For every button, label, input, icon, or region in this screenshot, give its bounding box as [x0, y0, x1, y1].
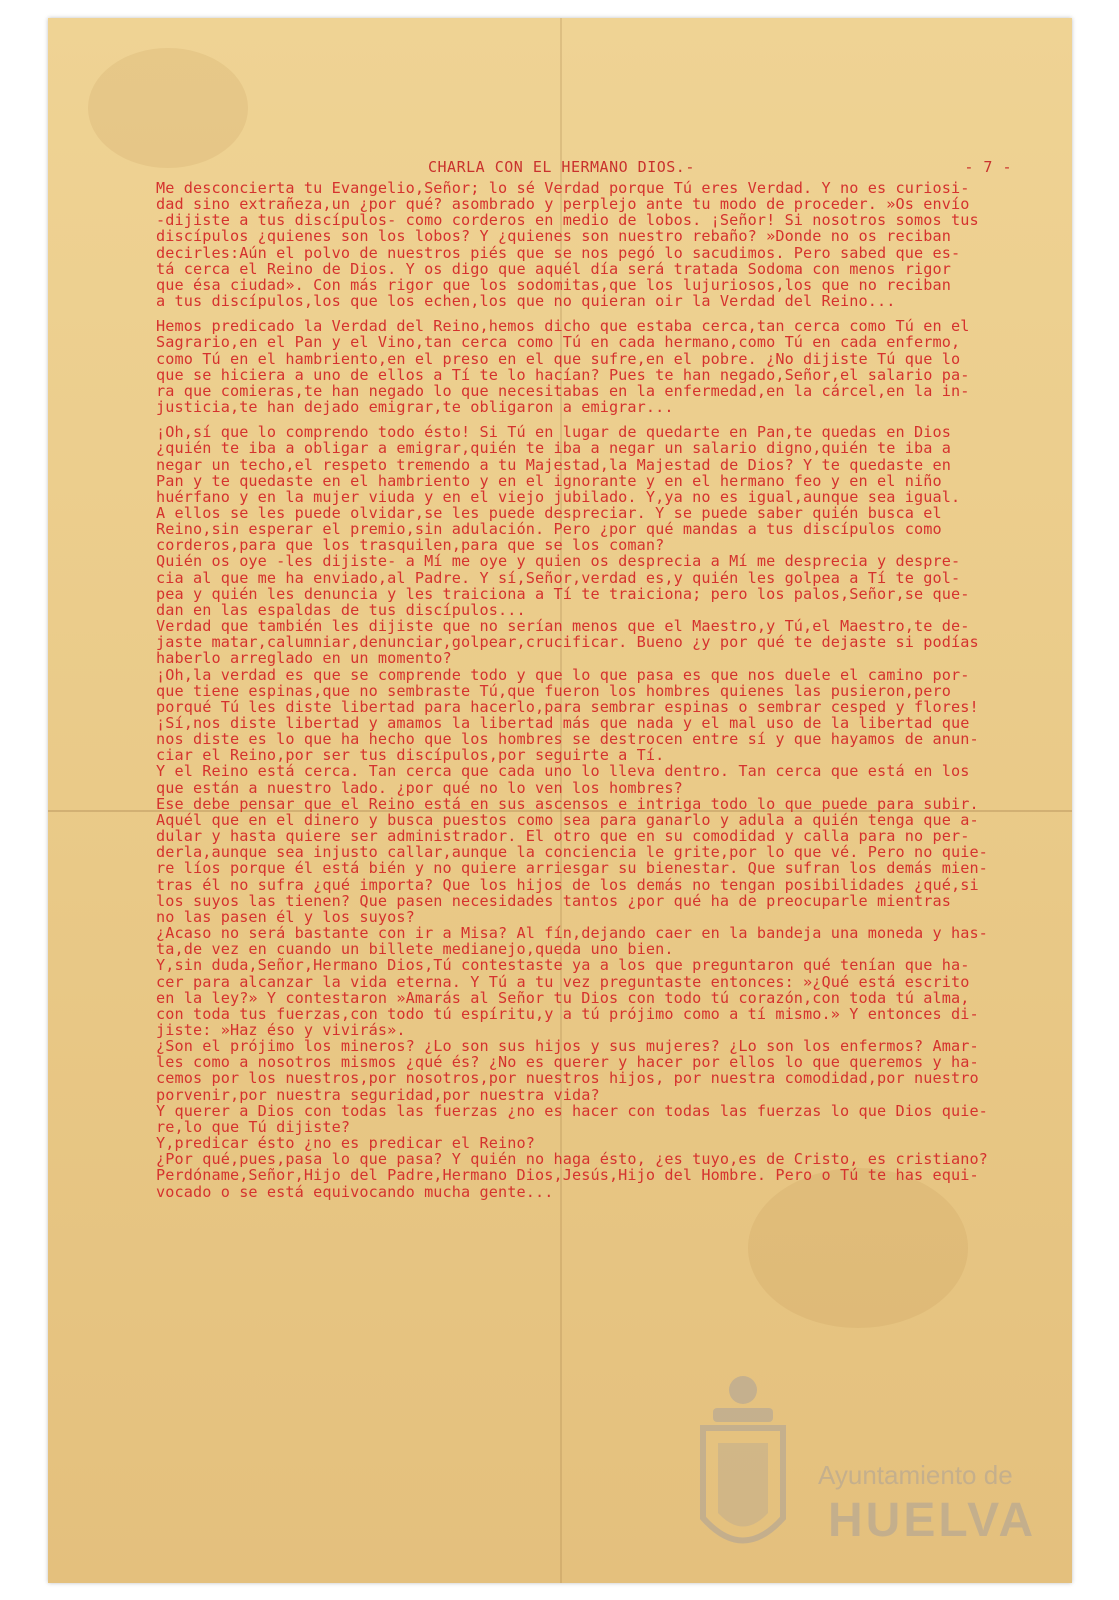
- text-line: que se hiciera a uno de ellos a Tí te lo hacían? Pues te han negado,Señor,el salario pa-: [156, 365, 970, 384]
- text-line: los suyos las tienen? Que pasen necesidades tantos ¿por qué ha de preocuparle mientras: [156, 891, 951, 910]
- text-line: tras él no sufra ¿qué importa? Que los hijos de los demás no tengan posibilidades ¿qué,si: [156, 875, 979, 894]
- text-line: jiste: »Haz éso y vivirás».: [156, 1020, 406, 1039]
- text-line: justicia,te han dejado emigrar,te obligaron a emigrar...: [156, 398, 674, 417]
- text-line: Verdad que también les dijiste que no serían menos que el Maestro,y Tú,el Maestro,te de-: [156, 617, 970, 636]
- watermark-org: Ayuntamiento de: [818, 1460, 1013, 1490]
- document-title: CHARLA CON EL HERMANO DIOS.-: [428, 158, 695, 176]
- text-line: Perdóname,Señor,Hijo del Padre,Hermano Dios,Jesús,Hijo del Hombre. Pero o Tú te has equi-: [156, 1166, 979, 1185]
- text-line: dular y hasta quiere ser administrador. El otro que en su comodidad y calla para no per-: [156, 827, 970, 846]
- document-body: [156, 180, 1046, 1209]
- page-number: - 7 -: [964, 158, 1012, 176]
- text-line: Sagrario,en el Pan y el Vino,tan cerca como Tú en cada hermano,como Tú en cada enfermo,: [156, 333, 961, 352]
- text-line: discípulos ¿quienes son los lobos? Y ¿quienes son nuestro rebaño? »Donde no os reciban: [156, 227, 951, 246]
- text-line: Y querer a Dios con todas las fuerzas ¿no es hacer con todas las fuerzas lo que Dios quie-: [156, 1101, 988, 1120]
- text-line: pea y quién les denuncia y les traiciona a Tí te traiciona; pero los palos,Señor,se que-: [156, 584, 970, 603]
- paper-stain: [88, 48, 248, 168]
- text-line: Ese debe pensar que el Reino está en sus ascensos e intriga todo lo que puede para subir.: [156, 794, 979, 813]
- text-line: corderos,para que los trasquilen,para que se los coman?: [156, 536, 665, 555]
- text-line: cer para alcanzar la vida eterna. Y Tú a tu vez preguntaste entonces: »¿Qué está escrito: [156, 972, 970, 991]
- text-line: tá cerca el Reino de Dios. Y os digo que aquél día será tratada Sodoma con menos rigor: [156, 259, 951, 278]
- text-line: Me desconcierta tu Evangelio,Señor; lo sé Verdad porque Tú eres Verdad. Y no es curiosi-: [156, 179, 970, 197]
- text-line: que ésa ciudad». Con más rigor que los sodomitas,que los lujuriosos,los que no reciban: [156, 275, 951, 294]
- text-line: jaste matar,calumniar,denunciar,golpear,crucificar. Bueno ¿y por qué te dejaste si podías: [156, 633, 979, 652]
- text-line: ¡Sí,nos diste libertad y amamos la libertad más que nada y el mal uso de la libertad que: [156, 714, 970, 732]
- text-line: huérfano y en la mujer viuda y en el viejo jubilado. Y,ya no es igual,aunque sea igual.: [156, 487, 961, 506]
- text-line: no las pasen él y los suyos?: [156, 907, 415, 926]
- text-line: A ellos se les puede olvidar,se les puede despreciar. Y se puede saber quién busca el: [156, 503, 942, 522]
- text-line: ¿Acaso no será bastante con ir a Misa? Al fín,dejando caer en la bandeja una moneda y has-: [156, 924, 988, 943]
- text-line: ¿Por qué,pues,pasa lo que pasa? Y quién no haga ésto, ¿es tuyo,es de Cristo, es cristiano?: [156, 1150, 988, 1169]
- text-line: Hemos predicado la Verdad del Reino,hemos dicho que estaba cerca,tan cerca como Tú en el: [156, 317, 970, 336]
- paragraph: [156, 424, 1046, 1200]
- text-line: a tus discípulos,los que los echen,los que no quieran oir la Verdad del Reino...: [156, 292, 896, 311]
- text-line: ¿quién te iba a obligar a emigrar,quién te iba a negar un salario digno,quién te iba a: [156, 439, 951, 458]
- coat-of-arms-icon: [688, 1368, 798, 1568]
- text-line: Aquél que en el dinero y busca puestos como sea para ganarlo y adula a quién tenga que a-: [156, 810, 979, 829]
- text-line: ¿Son el prójimo los mineros? ¿Lo son sus hijos y sus mujeres? ¿Lo son los enfermos? Amar-: [156, 1037, 979, 1056]
- text-line: en la ley?» Y contestaron »Amarás al Señor tu Dios con todo tú corazón,con toda tú alma,: [156, 988, 970, 1007]
- text-line: Y,predicar ésto ¿no es predicar el Reino?: [156, 1134, 535, 1153]
- text-line: cia al que me ha enviado,al Padre. Y sí,Señor,verdad es,y quién les golpea a Tí te gol-: [156, 568, 961, 587]
- text-line: dad sino extrañeza,un ¿por qué? asombrado y perplejo ante tu modo de proceder. »Os envío: [156, 195, 970, 214]
- text-line: ta,de vez en cuando un billete medianejo,queda uno bien.: [156, 940, 674, 959]
- text-line: con toda tus fuerzas,con todo tú espíritu,y a tú prójimo como a tí mismo.» Y entonces di-: [156, 1004, 979, 1023]
- text-line: haberlo arreglado en un momento?: [156, 649, 452, 668]
- text-line: les como a nosotros mismos ¿qué és? ¿No es querer y hacer por ellos lo que queremos y ha-: [156, 1053, 979, 1072]
- text-line: porqué Tú les diste libertad para hacerlo,para sembrar espinas o sembrar cesped y flores!: [156, 697, 979, 716]
- text-line: re líos porque él está bién y no quiere arriesgar su bienestar. Que sufran los demás mien-: [156, 859, 988, 878]
- text-line: cemos por los nuestros,por nosotros,por nuestros hijos, por nuestra comodidad,por nuestro: [156, 1069, 979, 1088]
- text-line: que están a nuestro lado. ¿por qué no lo ven los hombres?: [156, 778, 683, 797]
- text-line: como Tú en el hambriento,en el preso en el que sufre,en el pobre. ¿No dijiste Tú que lo: [156, 349, 961, 368]
- text-line: que tiene espinas,que no sembraste Tú,que fueron los hombres quienes las pusieron,pero: [156, 681, 951, 700]
- text-line: ciar el Reino,por ser tus discípulos,por seguirte a Tí.: [156, 746, 665, 765]
- text-line: ra que comieras,te han negado lo que necesitabas en la enfermedad,en la cárcel,en la in-: [156, 381, 970, 400]
- text-line: Reino,sin esperar el premio,sin adulación. Pero ¿por qué mandas a tus discípulos como: [156, 520, 942, 539]
- text-line: derla,aunque sea injusto callar,aunque la conciencia le grite,por lo que vé. Pero no quie-: [156, 843, 988, 862]
- paragraph: [156, 180, 1046, 309]
- watermark-city: HUELVA: [828, 1494, 1037, 1547]
- text-line: vocado o se está equivocando mucha gente...: [156, 1182, 554, 1201]
- text-line: ¡Oh,la verdad es que se comprende todo y que lo que pasa es que nos duele el camino por-: [156, 665, 970, 684]
- text-line: decirles:Aún el polvo de nuestros piés que se nos pegó lo sacudimos. Pero sabed que es-: [156, 243, 961, 262]
- text-line: nos diste es lo que ha hecho que los hombres se destrocen entre sí y que hayamos de anun-: [156, 730, 979, 749]
- text-line: Y,sin duda,Señor,Hermano Dios,Tú contestaste ya a los que preguntaron qué tenían que ha-: [156, 956, 970, 975]
- text-line: re,lo que Tú dijiste?: [156, 1117, 351, 1136]
- text-line: porvenir,por nuestra seguridad,por nuestra vida?: [156, 1085, 600, 1104]
- text-line: Pan y te quedaste en el hambriento y en el ignorante y en el hermano feo y en el niño: [156, 471, 942, 490]
- text-line: Y el Reino está cerca. Tan cerca que cada uno lo lleva dentro. Tan cerca que está en los: [156, 762, 970, 781]
- text-line: -dijiste a tus discípulos- como corderos en medio de lobos. ¡Señor! Si nosotros somos tus: [156, 211, 979, 230]
- text-line: ¡Oh,sí que lo comprendo todo ésto! Si Tú en lugar de quedarte en Pan,te quedas en Dios: [156, 423, 951, 442]
- text-line: negar un techo,el respeto tremendo a tu Majestad,la Majestad de Dios? Y te quedaste en: [156, 455, 951, 474]
- text-line: dan en las espaldas de tus discípulos...: [156, 600, 526, 619]
- paragraph: [156, 318, 1046, 415]
- document-page: [48, 18, 1072, 1583]
- city-council-watermark: [688, 1368, 1048, 1568]
- text-line: Quién os oye -les dijiste- a Mí me oye y quien os desprecia a Mí me desprecia y despre-: [156, 552, 961, 571]
